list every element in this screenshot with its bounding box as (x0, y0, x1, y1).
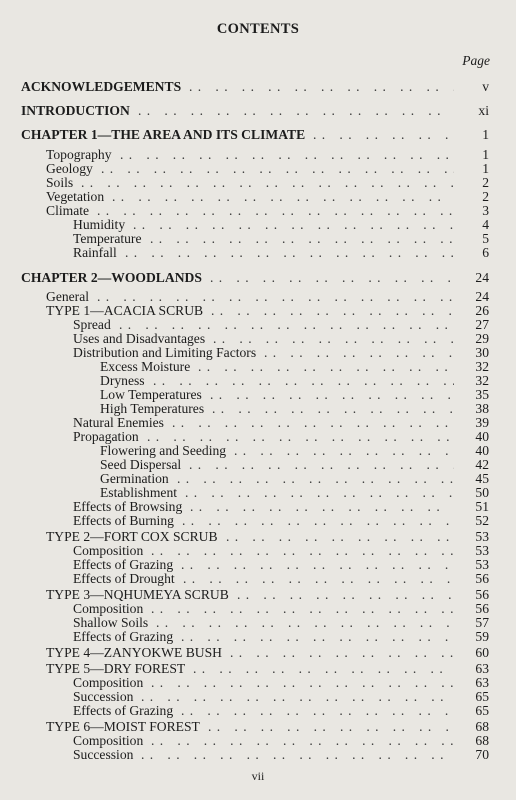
dot-leader (210, 270, 454, 285)
toc-entry-page-number: 70 (475, 747, 489, 762)
dot-leader (226, 529, 454, 544)
toc-entry-title: Soils (46, 175, 74, 190)
toc-entry-page-number: 53 (475, 543, 489, 558)
toc-entry (0, 587, 516, 602)
dot-leader (190, 499, 454, 514)
toc-entry (0, 529, 516, 544)
toc-entry-page-number: 4 (482, 217, 489, 232)
dot-leader (147, 429, 454, 444)
dot-leader (151, 543, 454, 558)
toc-entry (0, 231, 516, 246)
toc-entry-page-number: 52 (475, 513, 489, 528)
toc-entry-title: Composition (73, 543, 144, 558)
dot-leader (125, 245, 454, 260)
toc-entry-title: Establishment (100, 485, 178, 500)
dot-leader (230, 645, 454, 660)
toc-entry-title: Spread (73, 317, 111, 332)
toc-entry-page-number: 24 (475, 289, 489, 304)
dot-leader (141, 689, 454, 704)
toc-entry (0, 245, 516, 260)
toc-entry-title: Distribution and Limiting Factors (73, 345, 257, 360)
dot-leader (141, 747, 454, 762)
toc-entry-title: Effects of Grazing (73, 629, 174, 644)
toc-entry-page-number: 60 (475, 645, 489, 660)
dot-leader (213, 331, 454, 346)
dot-leader (97, 203, 454, 218)
toc-entry (0, 499, 516, 514)
toc-entry-title: High Temperatures (100, 401, 205, 416)
toc-entry-title: Effects of Browsing (73, 499, 183, 514)
toc-entry-page-number: 57 (475, 615, 489, 630)
toc-entry-title: TYPE 1—ACACIA SCRUB (46, 303, 204, 318)
toc-entry (0, 345, 516, 360)
toc-entry (0, 557, 516, 572)
page-title: CONTENTS (216, 21, 300, 37)
toc-entry (0, 79, 516, 94)
toc-entry-page-number: 39 (475, 415, 489, 430)
toc-entry-title: TYPE 5—DRY FOREST (46, 661, 186, 676)
toc-entry-title: INTRODUCTION (21, 103, 130, 118)
toc-entry-title: Effects of Grazing (73, 703, 174, 718)
toc-entry (0, 661, 516, 676)
dot-leader (81, 175, 454, 190)
toc-entry (0, 645, 516, 660)
toc-entry-page-number: 2 (482, 189, 489, 204)
toc-entry (0, 615, 516, 630)
toc-entry (0, 629, 516, 644)
toc-entry-title: Humidity (73, 217, 126, 232)
dot-leader (198, 359, 454, 374)
toc-entry-page-number: 30 (475, 345, 489, 360)
dot-leader (313, 127, 454, 142)
dot-leader (151, 733, 454, 748)
dot-leader (133, 217, 454, 232)
toc-entry (0, 733, 516, 748)
toc-entry-title: CHAPTER 2—WOODLANDS (21, 270, 202, 285)
toc-entry (0, 331, 516, 346)
dot-leader (150, 231, 454, 246)
toc-entry-title: Succession (73, 689, 134, 704)
dot-leader (97, 289, 454, 304)
toc-entry (0, 317, 516, 332)
toc-entry-title: Seed Dispersal (100, 457, 182, 472)
toc-entry (0, 401, 516, 416)
toc-entry-title: CHAPTER 1—THE AREA AND ITS CLIMATE (21, 127, 306, 142)
dot-leader (120, 147, 454, 162)
dot-leader (181, 629, 454, 644)
dot-leader (119, 317, 454, 332)
toc-entry-page-number: 2 (482, 175, 489, 190)
toc-entry (0, 703, 516, 718)
dot-leader (208, 719, 454, 734)
toc-entry (0, 429, 516, 444)
toc-entry-page-number: 53 (475, 557, 489, 572)
dot-leader (185, 485, 454, 500)
toc-entry (0, 513, 516, 528)
toc-entry-page-number: 6 (482, 245, 489, 260)
toc-entry-page-number: 29 (475, 331, 489, 346)
toc-entry-title: Climate (46, 203, 90, 218)
dot-leader (156, 615, 454, 630)
dot-leader (237, 587, 454, 602)
dot-leader (264, 345, 454, 360)
toc-entry-title: Vegetation (46, 189, 105, 204)
toc-entry-title: Topography (46, 147, 112, 162)
toc-entry (0, 689, 516, 704)
dot-leader (101, 161, 454, 176)
toc-entry-title: Composition (73, 601, 144, 616)
toc-entry-title: Low Temperatures (100, 387, 202, 402)
toc-entry-page-number: 59 (475, 629, 489, 644)
toc-entry-page-number: 45 (475, 471, 489, 486)
toc-entry-title: ACKNOWLEDGEMENTS (21, 79, 182, 94)
toc-entry-title: Germination (100, 471, 169, 486)
toc-entry-title: TYPE 4—ZANYOKWE BUSH (46, 645, 222, 660)
dot-leader (182, 513, 454, 528)
toc-entry (0, 161, 516, 176)
toc-entry-page-number: 3 (482, 203, 489, 218)
page-column-heading: Page (462, 53, 490, 68)
toc-entry-page-number: 68 (475, 733, 489, 748)
toc-entry-page-number: 24 (475, 270, 489, 285)
toc-entry (0, 457, 516, 472)
toc-entry (0, 747, 516, 762)
toc-entry-title: Propagation (73, 429, 139, 444)
dot-leader (138, 103, 454, 118)
toc-entry (0, 543, 516, 558)
toc-entry (0, 289, 516, 304)
toc-entry-page-number: v (482, 79, 489, 94)
toc-entry-page-number: 65 (475, 689, 489, 704)
toc-entry (0, 387, 516, 402)
toc-entry-title: Composition (73, 675, 144, 690)
footer-page-number: vii (251, 769, 265, 783)
toc-entry-title: Effects of Burning (73, 513, 174, 528)
dot-leader (153, 373, 454, 388)
toc-entry (0, 217, 516, 232)
toc-entry-page-number: 56 (475, 601, 489, 616)
toc-entry-page-number: 50 (475, 485, 489, 500)
toc-entry-title: TYPE 2—FORT COX SCRUB (46, 529, 218, 544)
toc-entry (0, 471, 516, 486)
toc-entry-title: TYPE 6—MOIST FOREST (46, 719, 200, 734)
toc-entry-title: Effects of Grazing (73, 557, 174, 572)
toc-entry-title: Temperature (73, 231, 142, 246)
toc-entry (0, 270, 516, 285)
toc-entry-title: Excess Moisture (100, 359, 191, 374)
toc-entry-title: General (46, 289, 90, 304)
dot-leader (193, 661, 454, 676)
toc-entry-page-number: 38 (475, 401, 489, 416)
toc-entry-page-number: 26 (475, 303, 489, 318)
toc-entry (0, 719, 516, 734)
toc-entry (0, 675, 516, 690)
toc-entry (0, 359, 516, 374)
dot-leader (234, 443, 454, 458)
toc-entry-title: Geology (46, 161, 93, 176)
dot-leader (189, 457, 454, 472)
toc-entry (0, 373, 516, 388)
toc-entry-title: Shallow Soils (73, 615, 149, 630)
toc-entry-title: Dryness (100, 373, 145, 388)
toc-entry-page-number: 56 (475, 587, 489, 602)
toc-entry-title: Flowering and Seeding (100, 443, 227, 458)
toc-entry-page-number: xi (478, 103, 489, 118)
toc-entry-page-number: 40 (475, 443, 489, 458)
toc-entry (0, 203, 516, 218)
toc-entry-page-number: 63 (475, 675, 489, 690)
toc-entry-page-number: 1 (482, 127, 489, 142)
toc-entry (0, 175, 516, 190)
toc-entry-page-number: 40 (475, 429, 489, 444)
toc-entry-title: Effects of Drought (73, 571, 175, 586)
toc-entry-title: Composition (73, 733, 144, 748)
toc-entry-title: Uses and Disadvantages (73, 331, 206, 346)
toc-entry (0, 443, 516, 458)
dot-leader (177, 471, 454, 486)
toc-entry-page-number: 27 (475, 317, 489, 332)
toc-entry (0, 103, 516, 118)
dot-leader (181, 557, 454, 572)
dot-leader (189, 79, 454, 94)
dot-leader (151, 675, 454, 690)
toc-entry-page-number: 56 (475, 571, 489, 586)
toc-entry-title: Succession (73, 747, 134, 762)
toc-entry-page-number: 63 (475, 661, 489, 676)
toc-entry-page-number: 68 (475, 719, 489, 734)
dot-leader (172, 415, 454, 430)
toc-entry-title: Natural Enemies (73, 415, 164, 430)
toc-entry-page-number: 42 (475, 457, 489, 472)
toc-entry (0, 147, 516, 162)
toc-entry-page-number: 51 (475, 499, 489, 514)
toc-entry-page-number: 1 (482, 161, 489, 176)
toc-entry-page-number: 32 (475, 359, 489, 374)
toc-entry-title: Rainfall (73, 245, 117, 260)
toc-entry (0, 303, 516, 318)
toc-entry (0, 189, 516, 204)
toc-entry-page-number: 5 (482, 231, 489, 246)
toc-entry (0, 485, 516, 500)
toc-entry-page-number: 65 (475, 703, 489, 718)
dot-leader (211, 303, 454, 318)
dot-leader (210, 387, 454, 402)
toc-entry (0, 415, 516, 430)
toc-entry-page-number: 35 (475, 387, 489, 402)
toc-entry (0, 601, 516, 616)
toc-entry-page-number: 53 (475, 529, 489, 544)
dot-leader (181, 703, 454, 718)
toc-entry (0, 127, 516, 142)
dot-leader (212, 401, 454, 416)
dot-leader (112, 189, 454, 204)
dot-leader (151, 601, 454, 616)
toc-entry-page-number: 32 (475, 373, 489, 388)
toc-entry (0, 571, 516, 586)
dot-leader (183, 571, 454, 586)
toc-entry-page-number: 1 (482, 147, 489, 162)
toc-entry-title: TYPE 3—NQHUMEYA SCRUB (46, 587, 229, 602)
